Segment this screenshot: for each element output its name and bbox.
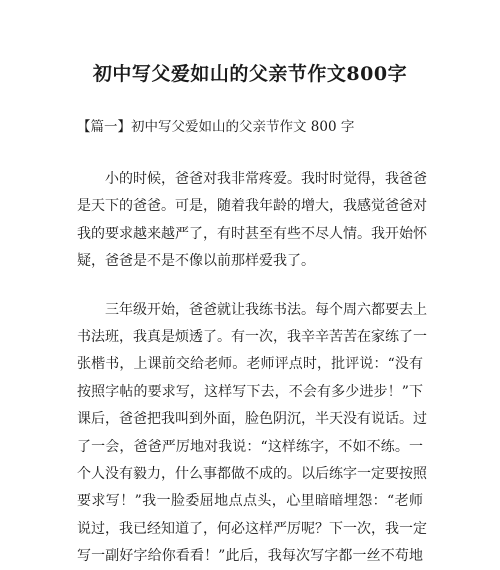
- paragraph-line: 按照字帖的要求写，这样写下去，不会有多少进步！”下: [77, 383, 423, 400]
- article-body: [77, 166, 427, 570]
- paragraph-1: [77, 166, 427, 276]
- paragraph-line: 疑，爸爸是不是不像以前那样爱我了。: [77, 253, 315, 270]
- paragraph-line: 张楷书，上课前交给老师。老师评点时，批评说：“没有: [77, 356, 423, 373]
- paragraph-line: 小的时候，爸爸对我非常疼爱。我时时觉得，我爸爸: [77, 171, 427, 187]
- paragraph-2: [77, 297, 427, 570]
- paragraph-line: 书法班，我真是烦透了。有一次，我辛辛苦苦在家练了一: [77, 328, 427, 345]
- paragraph-gap: [77, 276, 423, 297]
- paragraph-line: 说过，我已经知道了，何必这样严厉呢？下一次，我一定: [77, 520, 427, 537]
- paragraph-line: 要求写！”我一脸委屈地点点头，心里暗暗埋怨：“老师: [77, 493, 423, 510]
- paragraph-line: 写一副好字给你看看！”此后，我每次写字都一丝不苟地: [77, 548, 423, 565]
- paragraph-line: 三年级开始，爸爸就让我练书法。每个周六都要去上: [77, 301, 427, 318]
- paragraph-line: 了一会，爸爸严厉地对我说：“这样练字，不如不练。一: [77, 438, 423, 455]
- paragraph-line: 是天下的爸爸。可是，随着我年龄的增大，我感觉爸爸对: [77, 198, 427, 215]
- paragraph-line: 我的要求越来越严了，有时甚至有些不尽人情。我开始怀: [77, 225, 427, 242]
- section-heading: 【篇一】初中写父爱如山的父亲节作文 800 字: [77, 119, 355, 135]
- paragraph-line: 个人没有毅力，什么事都做不成的。以后练字一定要按照: [77, 465, 427, 482]
- paragraph-line: 课后，爸爸把我叫到外面，脸色阴沉，半天没有说话。过: [77, 411, 427, 428]
- document-title: 初中写父爱如山的父亲节作文800字: [92, 63, 408, 85]
